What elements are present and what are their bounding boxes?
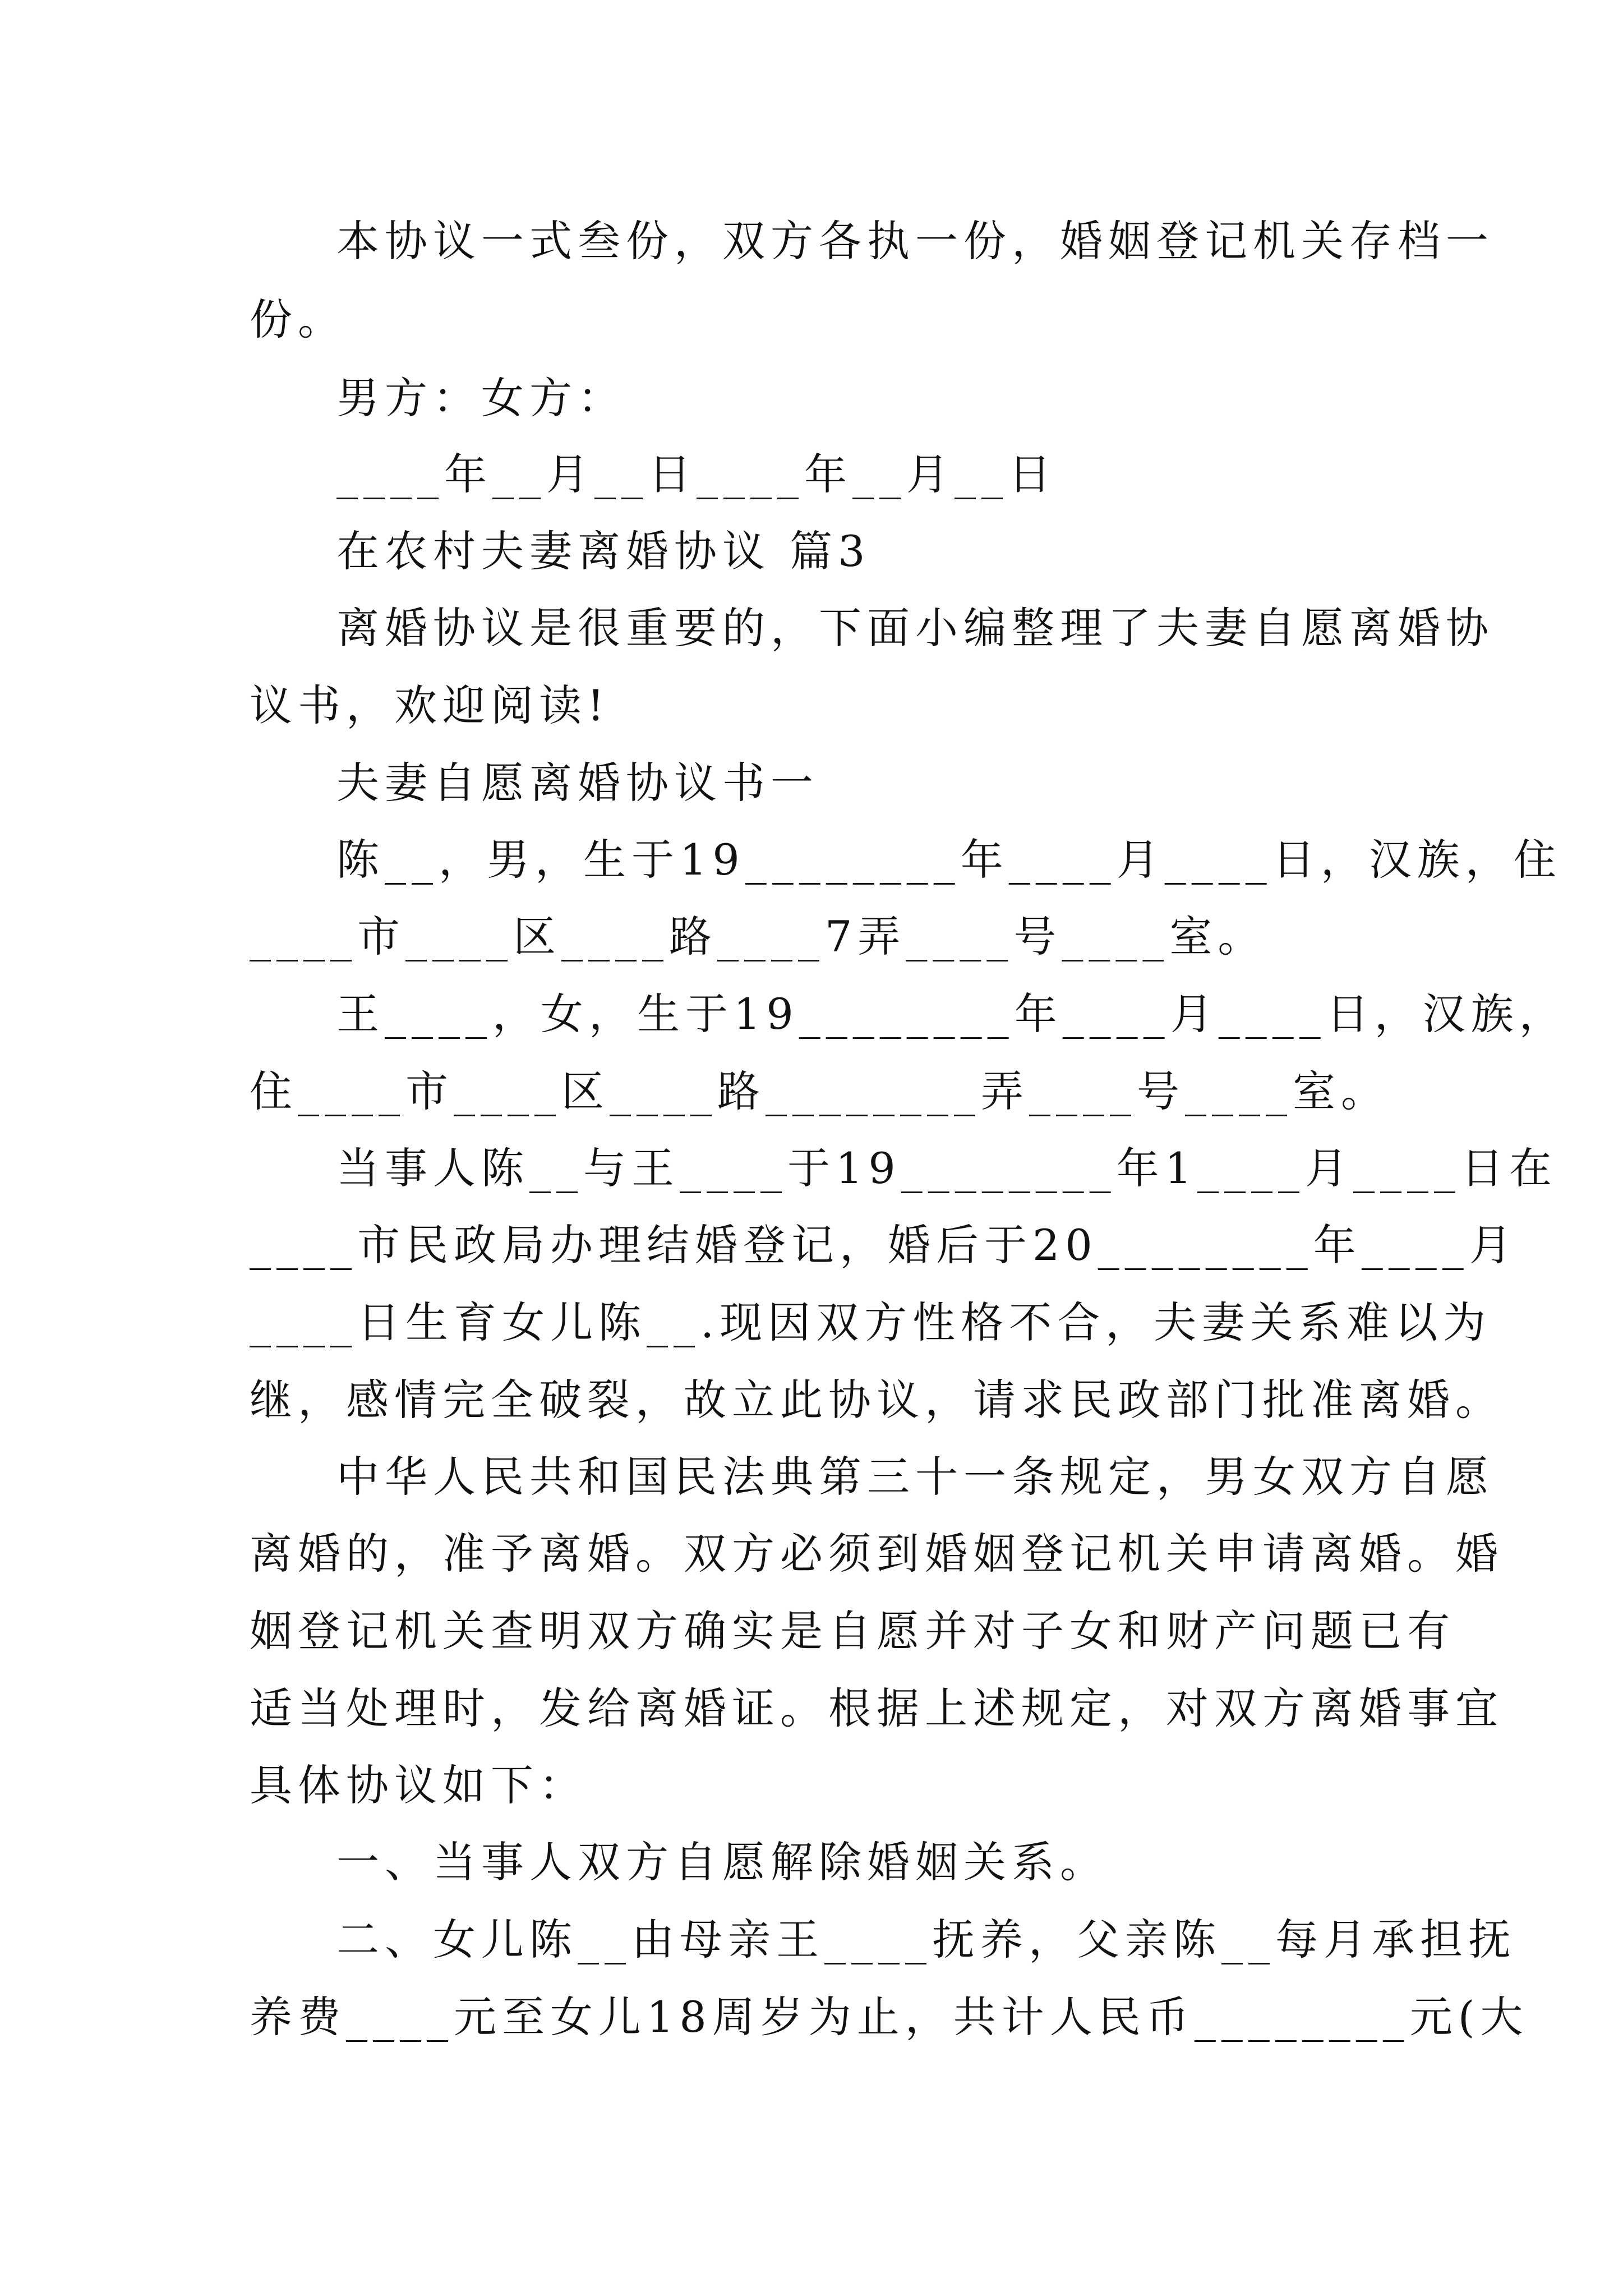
text-line: 议书，欢迎阅读!: [250, 680, 610, 730]
text-line: ____日生育女儿陈__.现因双方性格不合，夫妻关系难以为: [250, 1297, 1492, 1347]
text-line: 王____，女，生于19________年____月____日，汉族，: [336, 989, 1567, 1039]
text-line: 具体协议如下：: [250, 1760, 587, 1810]
text-line: 离婚协议是很重要的，下面小编整理了夫妻自愿离婚协: [336, 603, 1494, 653]
text-line: ____年__月__日____年__月__日: [336, 449, 1057, 499]
text-line: 离婚的，准予离婚。双方必须到婚姻登记机关申请离婚。婚: [250, 1529, 1504, 1579]
text-line: 住____市____区____路________弄____号____室。: [250, 1066, 1389, 1116]
text-line: 二、女儿陈__由母亲王____抚养，父亲陈__每月承担抚: [336, 1915, 1516, 1964]
text-line: 当事人陈__与王____于19________年1____月____日在: [336, 1143, 1558, 1193]
text-line: 中华人民共和国民法典第三十一条规定，男女双方自愿: [336, 1452, 1494, 1502]
text-line: 男方：女方：: [336, 373, 626, 423]
text-line: ____市____区____路____7弄____号____室。: [250, 912, 1266, 961]
text-line: 适当处理时，发给离婚证。根据上述规定，对双方离婚事宜: [250, 1683, 1504, 1733]
sub-heading: 夫妻自愿离婚协议书一: [336, 758, 819, 808]
text-line: 一、当事人双方自愿解除婚姻关系。: [336, 1837, 1108, 1887]
text-line: 姻登记机关查明双方确实是自愿并对子女和财产问题已有: [250, 1606, 1455, 1656]
section-heading: 在农村夫妻离婚协议 篇3: [336, 526, 871, 576]
text-line: 继，感情完全破裂，故立此协议，请求民政部门批准离婚。: [250, 1375, 1504, 1425]
text-line: 养费____元至女儿18周岁为止，共计人民币________元(大: [250, 1992, 1529, 2042]
text-line: ____市民政局办理结婚登记，婚后于20________年____月: [250, 1220, 1518, 1270]
text-line: 份。: [250, 295, 346, 344]
text-line: 陈__，男，生于19________年____月____日，汉族，住: [336, 835, 1562, 885]
text-line: 本协议一式叁份，双方各执一份，婚姻登记机关存档一: [336, 216, 1494, 266]
